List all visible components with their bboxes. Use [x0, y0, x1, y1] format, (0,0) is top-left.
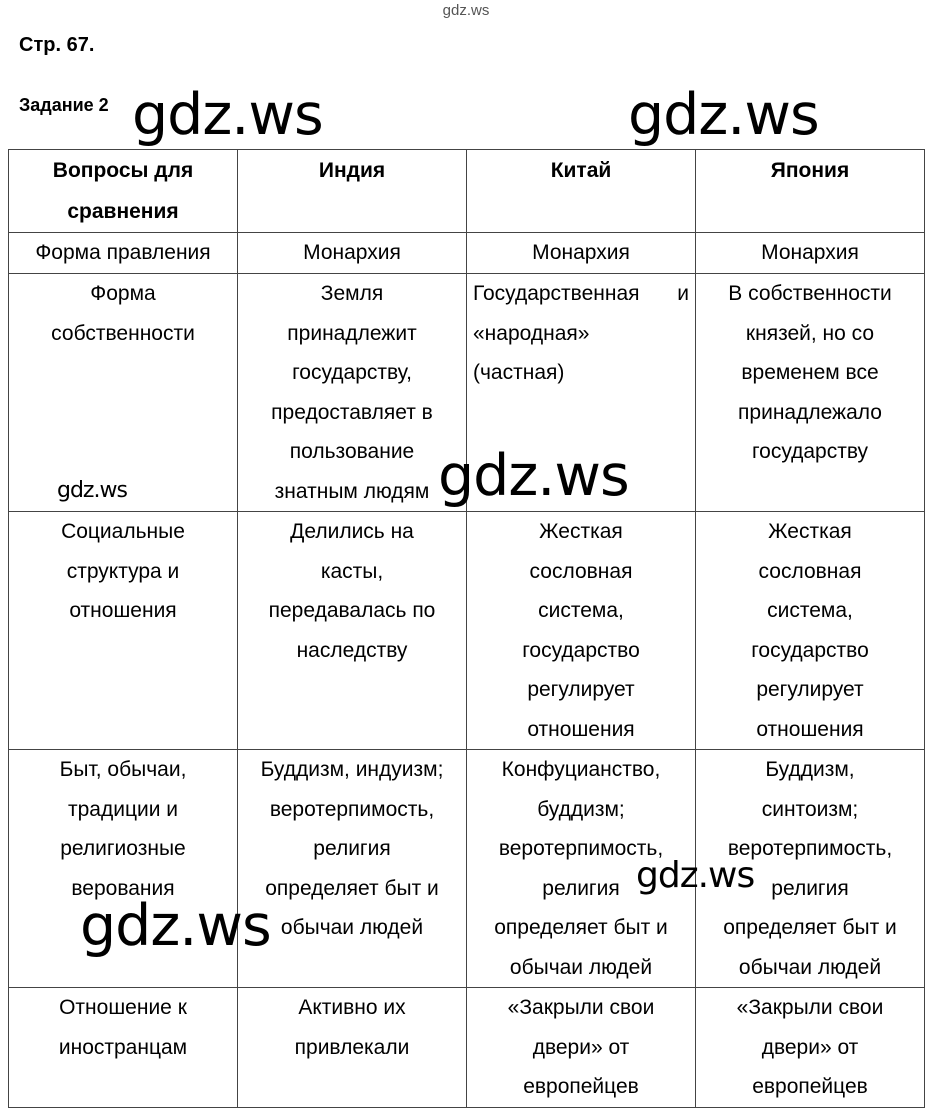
table-row — [9, 233, 925, 274]
table-cell: Буддизм, индуизм; веротерпимость, религия определяет быт и обычаи людей — [238, 750, 467, 988]
table-cell: Буддизм, синтоизм; веротерпимость, религия определяет быт и обычаи людей — [696, 750, 925, 988]
watermark-text: gdz.ws — [132, 82, 323, 148]
table-cell: «Закрыли свои двери» от европейцев — [467, 988, 696, 1108]
table-cell: В собственности князей, но со временем все принадлежало государству — [696, 274, 925, 512]
table-header-row — [9, 150, 925, 233]
watermark-text: gdz.ws — [57, 478, 127, 503]
table-cell: Жесткая сословная система, государство регулирует отношения — [467, 512, 696, 750]
table-cell: Форма собственности — [9, 274, 238, 512]
page-reference: Стр. 67. — [19, 34, 95, 56]
table-cell: Государственная и «народная» (частная) — [467, 274, 696, 512]
task-title: Задание 2 — [19, 95, 109, 115]
table-cell: Форма правления — [9, 233, 238, 274]
table-cell: «Закрыли свои двери» от европейцев — [696, 988, 925, 1108]
table-cell: Земля принадлежит государству, предоставляет в пользование знатным людям — [238, 274, 467, 512]
table-cell: Отношение к иностранцам — [9, 988, 238, 1108]
watermark-text: gdz.ws — [80, 893, 271, 959]
table-row — [9, 512, 925, 750]
header-cell-china: Китай — [467, 150, 696, 233]
table-cell: Монархия — [696, 233, 925, 274]
table-cell: Социальные структура и отношения — [9, 512, 238, 750]
header-cell-japan: Япония — [696, 150, 925, 233]
watermark-text: gdz.ws — [636, 855, 755, 896]
watermark-text: gdz.ws — [438, 443, 629, 509]
watermark-text: gdz.ws — [628, 82, 819, 148]
table-cell: Монархия — [238, 233, 467, 274]
header-cell-india: Индия — [238, 150, 467, 233]
table-cell: Делились на касты, передавалась по наследству — [238, 512, 467, 750]
header-cell-questions: Вопросы для сравнения — [9, 150, 238, 233]
comparison-table — [8, 149, 925, 1108]
table-cell: Быт, обычаи, традиции и религиозные верования — [9, 750, 238, 988]
table-cell: Жесткая сословная система, государство регулирует отношения — [696, 512, 925, 750]
table-row — [9, 988, 925, 1108]
table-cell: Конфуцианство, буддизм; веротерпимость, религия определяет быт и обычаи людей — [467, 750, 696, 988]
table-cell: Монархия — [467, 233, 696, 274]
table-cell: Активно их привлекали — [238, 988, 467, 1108]
top-watermark: gdz.ws — [442, 2, 490, 19]
